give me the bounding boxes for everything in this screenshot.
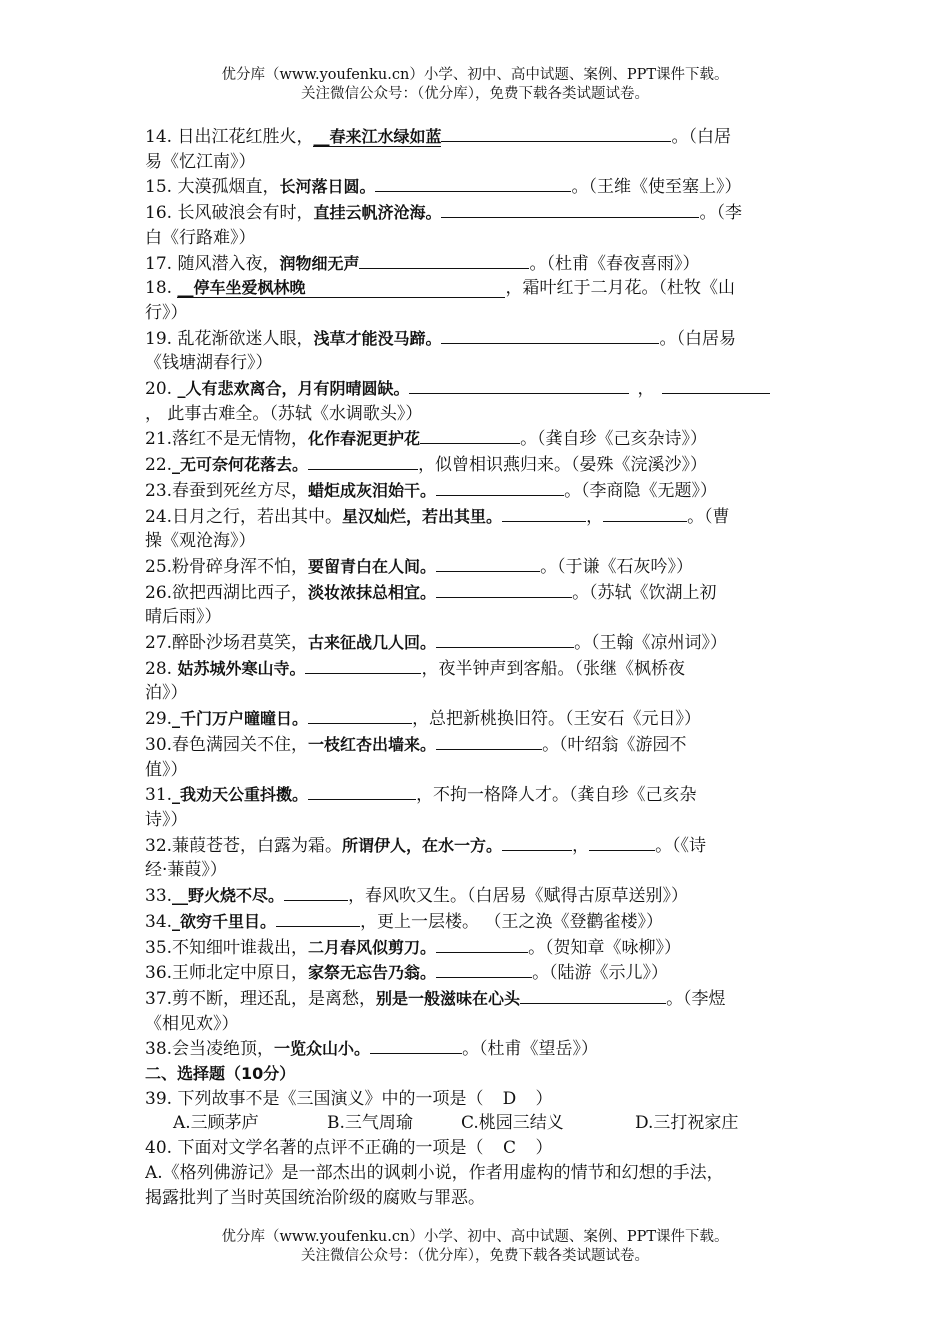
- blank: [409, 376, 629, 394]
- answer-14: __春来江水绿如蓝: [313, 127, 442, 146]
- blank: [502, 833, 572, 851]
- answer-24: 星汉灿烂，若出其里。: [342, 506, 503, 526]
- question-27: 27.醉卧沙场君莫笑，古来征战几人回。 。（王翰《凉州词》）: [145, 630, 810, 656]
- header-line-1: 优分库（www.youfenku.cn）小学、初中、高中试题、案例、PPT课件下载。: [221, 67, 729, 83]
- blank: [375, 174, 571, 192]
- question-36: 36.王师北定中原日，家祭无忘告乃翁。 。（陆游《示儿》）: [145, 960, 810, 986]
- question-24-cont: 操《观沧海》）: [145, 531, 256, 552]
- question-24: 24.日月之行，若出其中。星汉灿烂，若出其里。 ， 。（曹: [145, 504, 810, 530]
- question-20: 20. _人有悲欢离合，月有阴晴圆缺。 ，: [145, 376, 810, 402]
- page-footer: [0, 1228, 950, 1266]
- blank: [305, 656, 421, 674]
- question-25: 25.粉骨碎身浑不怕，要留青白在人间。 。（于谦《石灰吟》）: [145, 554, 810, 580]
- answer-21: 化作春泥更护花: [308, 429, 421, 449]
- question-34: 34._欲穷千里目。 ，更上一层楼。 （王之涣《登鹳雀楼》）: [145, 909, 810, 935]
- question-39-options: [145, 1111, 810, 1136]
- question-40-option-a-line-2: 揭露批判了当时英国统治阶级的腐败与罪恶。: [145, 1187, 485, 1208]
- question-18-cont: 行》）: [145, 302, 188, 323]
- answer-28: 姑苏城外寒山寺。: [177, 658, 306, 678]
- blank: [436, 732, 542, 750]
- answer-30: 一枝红杏出墙来。: [308, 734, 437, 754]
- blank: [308, 452, 418, 470]
- answer-37: 别是一般滋味在心头: [376, 988, 521, 1008]
- answer-31: _我劝天公重抖擞。: [172, 785, 309, 805]
- blank: [441, 124, 671, 142]
- question-26: 26.欲把西湖比西子，淡妆浓抹总相宜。 。（苏轼《饮湖上初: [145, 580, 810, 606]
- question-32-cont: 经·蒹葭》）: [145, 860, 227, 881]
- question-38: 38.会当凌绝顶，一览众山小。 。（杜甫《望岳》）: [145, 1036, 810, 1062]
- blank: [284, 883, 348, 901]
- footer-line-1: 优分库（www.youfenku.cn）小学、初中、高中试题、案例、PPT课件下载。: [221, 1229, 729, 1245]
- answer-40: C: [502, 1138, 516, 1159]
- answer-22: _无可奈何花落去。: [172, 455, 309, 475]
- blank: [436, 478, 564, 496]
- option-c: C.桃园三结义: [461, 1113, 564, 1134]
- blank: [441, 326, 659, 344]
- answer-33: __野火烧不尽。: [172, 886, 285, 906]
- blank: [502, 504, 586, 522]
- section-2-title: 二、选择题（10分）: [145, 1064, 296, 1084]
- answer-32: 所谓伊人，在水一方。: [342, 835, 503, 855]
- answer-27: 古来征战几人回。: [308, 633, 437, 653]
- option-b: B.三气周瑜: [327, 1113, 413, 1134]
- answer-20: _人有悲欢离合，月有阴晴圆缺。: [177, 379, 410, 399]
- question-37-cont: 《相见欢》）: [145, 1013, 239, 1034]
- question-33: 33.__野火烧不尽。 ，春风吹又生。（白居易《赋得古原草送别》）: [145, 883, 810, 909]
- option-a: A.三顾茅庐: [173, 1113, 259, 1134]
- answer-34: _欲穷千里目。: [172, 911, 277, 931]
- question-37: 37.剪不断，理还乱，是离愁，别是一般滋味在心头 。（李煜: [145, 986, 810, 1012]
- blank: [420, 426, 520, 444]
- blank: [436, 960, 532, 978]
- header-line-2: 关注微信公众号：（优分库），免费下载各类试题试卷。: [301, 86, 649, 102]
- answer-38: 一览众山小。: [274, 1039, 371, 1059]
- question-30: 30.春色满园关不住，一枝红杏出墙来。 。（叶绍翁《游园不: [145, 732, 810, 758]
- question-15: 15. 大漠孤烟直，长河落日圆。 。（王维《使至塞上》）: [145, 174, 810, 200]
- blank: [603, 504, 687, 522]
- question-16-cont: 白《行路难》）: [145, 227, 256, 248]
- answer-17: 润物细无声: [279, 253, 360, 273]
- blank: [359, 251, 529, 269]
- question-28-cont: 泊》）: [145, 683, 188, 704]
- page-header: [0, 66, 950, 104]
- answer-36: 家祭无忘告乃翁。: [308, 963, 437, 983]
- question-40-option-a-line-1: A.《格列佛游记》是一部杰出的讽刺小说，作者用虚构的情节和幻想的手法，: [145, 1162, 724, 1183]
- answer-25: 要留青白在人间。: [308, 556, 437, 576]
- question-17: 17. 随风潜入夜，润物细无声 。（杜甫《春夜喜雨》）: [145, 251, 810, 277]
- question-31-cont: 诗》）: [145, 809, 188, 830]
- answer-18: __停车坐爱枫林晚: [177, 278, 505, 298]
- answer-19: 浅草才能没马蹄。: [313, 328, 442, 348]
- question-22: 22._无可奈何花落去。 ，似曾相识燕归来。（晏殊《浣溪沙》）: [145, 452, 810, 478]
- blank: [662, 376, 770, 394]
- blank: [308, 782, 416, 800]
- answer-29: _千门万户曈曈日。: [172, 709, 309, 729]
- question-30-cont: 值》）: [145, 759, 188, 780]
- question-32: 32.蒹葭苍苍，白露为霜。所谓伊人，在水一方。 ， 。（《诗: [145, 833, 810, 859]
- exam-content: [145, 124, 810, 1210]
- answer-16: 直挂云帆济沧海。: [313, 203, 442, 223]
- question-19: 19. 乱花渐欲迷人眼，浅草才能没马蹄。 。（白居易: [145, 326, 810, 352]
- blank: [441, 200, 699, 218]
- question-18: 18. __停车坐爱枫林晚 ，霜叶红于二月花。（杜牧《山: [145, 278, 735, 299]
- answer-23: 蜡炬成灰泪始干。: [308, 480, 437, 500]
- question-26-cont: 晴后雨》）: [145, 607, 222, 628]
- blank: [520, 986, 666, 1004]
- question-39: 39. 下列故事不是《三国演义》中的一项是（ D ）: [145, 1087, 810, 1112]
- blank: [436, 580, 572, 598]
- blank: [436, 935, 528, 953]
- blank: [276, 909, 360, 927]
- question-29: 29._千门万户曈曈日。 ，总把新桃换旧符。（王安石《元日》）: [145, 706, 810, 732]
- question-28: 28. 姑苏城外寒山寺。 ，夜半钟声到客船。（张继《枫桥夜: [145, 656, 810, 682]
- option-d: D.三打祝家庄: [635, 1113, 739, 1134]
- question-19-cont: 《钱塘湖春行》）: [145, 353, 273, 374]
- question-23: 23.春蚕到死丝方尽，蜡炬成灰泪始干。 。（李商隐《无题》）: [145, 478, 810, 504]
- blank: [308, 706, 412, 724]
- question-21: 21.落红不是无情物，化作春泥更护花 。（龚自珍《己亥杂诗》）: [145, 426, 810, 452]
- question-20-cont: ， 此事古难全。（苏轼《水调歌头》）: [145, 403, 423, 424]
- answer-35: 二月春风似剪刀。: [308, 937, 437, 957]
- question-14-cont: 易《忆江南》）: [145, 151, 256, 172]
- footer-line-2: 关注微信公众号：（优分库），免费下载各类试题试卷。: [301, 1248, 649, 1264]
- question-35: 35.不知细叶谁裁出，二月春风似剪刀。 。（贺知章《咏柳》）: [145, 935, 810, 961]
- question-16: 16. 长风破浪会有时，直挂云帆济沧海。 。（李: [145, 200, 810, 226]
- blank: [436, 630, 574, 648]
- question-14: 14. 日出江花红胜火，__春来江水绿如蓝 。（白居: [145, 124, 810, 150]
- answer-26: 淡妆浓抹总相宜。: [308, 582, 437, 602]
- blank: [370, 1036, 462, 1054]
- blank: [589, 833, 655, 851]
- answer-15: 长河落日圆。: [279, 177, 376, 197]
- question-31: 31._我劝天公重抖擞。 ，不拘一格降人才。（龚自珍《己亥杂: [145, 782, 810, 808]
- blank: [436, 554, 540, 572]
- answer-39: D: [502, 1088, 517, 1109]
- question-40: 40. 下面对文学名著的点评不正确的一项是（ C ）: [145, 1136, 810, 1161]
